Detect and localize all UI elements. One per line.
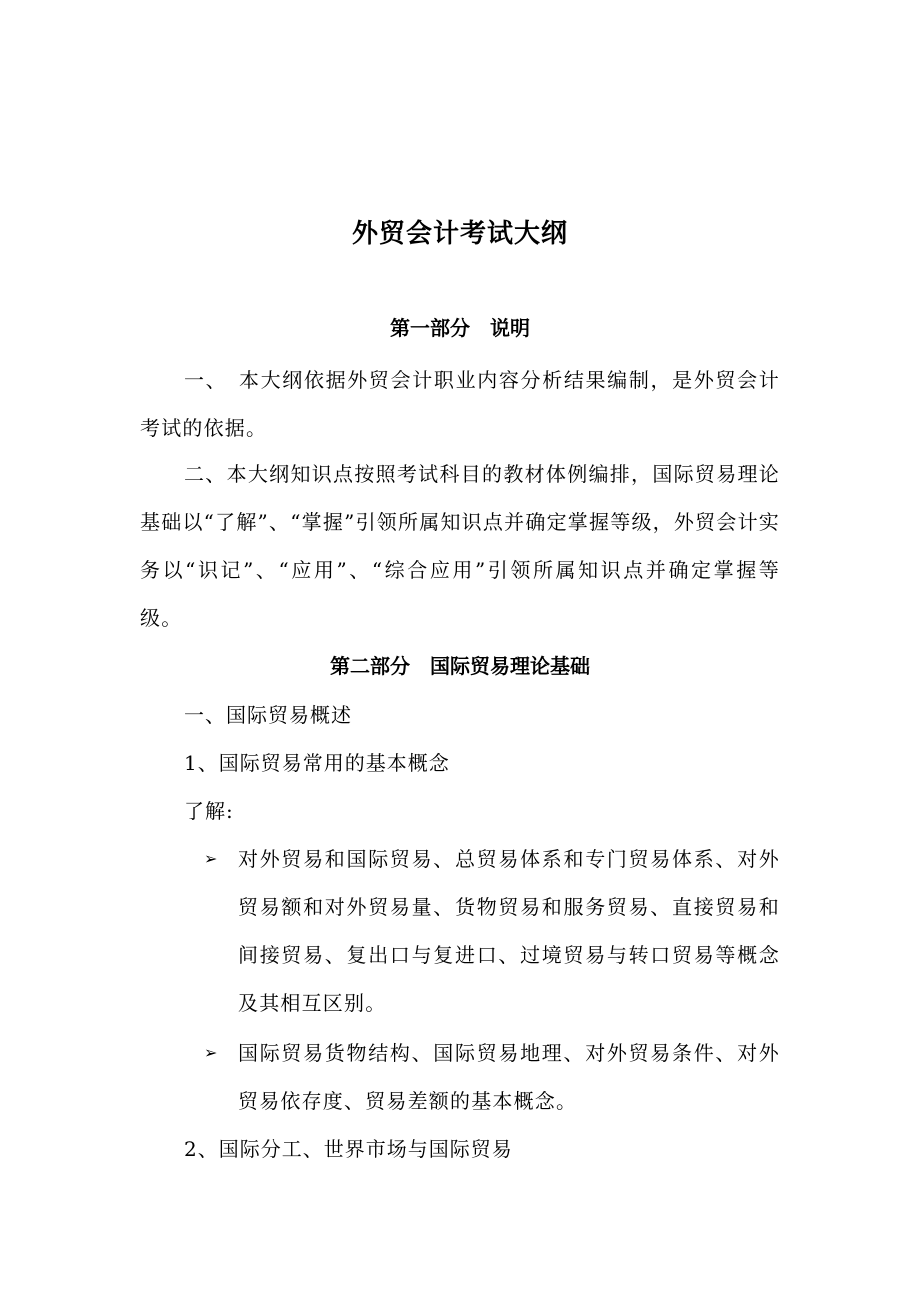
part1-item2: 二、本大纲知识点按照考试科目的教材体例编排，国际贸易理论基础以“了解”、“掌握”引领所属知识点并确定掌握等级，外贸会计实务以“识记”、“应用”、“综合应用”引领所属知识点并确定掌握等级。 bbox=[140, 462, 780, 630]
section-intl-trade-overview: 一、国际贸易概述 bbox=[184, 703, 352, 727]
subsection-division-of-labor: 2、国际分工、世界市场与国际贸易 bbox=[184, 1137, 513, 1161]
part2-heading: 第二部分 国际贸易理论基础 bbox=[330, 654, 590, 678]
arrow-bullet-icon: ➢ bbox=[204, 849, 218, 868]
bullet-item-2: 国际贸易货物结构、国际贸易地理、对外贸易条件、对外贸易依存度、贸易差额的基本概念。 bbox=[238, 1041, 780, 1113]
part1-item1: 一、 本大纲依据外贸会计职业内容分析结果编制，是外贸会计考试的依据。 bbox=[140, 368, 780, 440]
subsection-basic-concepts: 1、国际贸易常用的基本概念 bbox=[184, 751, 450, 775]
document-title: 外贸会计考试大纲 bbox=[351, 219, 568, 249]
part1-heading: 第一部分 说明 bbox=[390, 316, 530, 340]
understand-label: 了解: bbox=[184, 799, 234, 823]
arrow-bullet-icon: ➢ bbox=[204, 1043, 218, 1062]
bullet-item-1: 对外贸易和国际贸易、总贸易体系和专门贸易体系、对外贸易额和对外贸易量、货物贸易和服务贸易、直接贸易和间接贸易、复出口与复进口、过境贸易与转口贸易等概念及其相互区别。 bbox=[238, 847, 780, 1015]
